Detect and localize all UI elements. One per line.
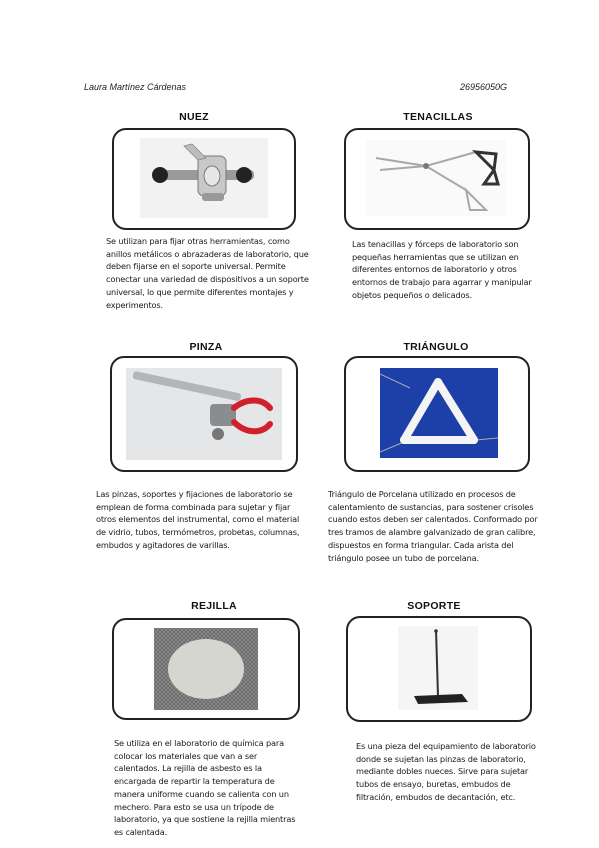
item-card-soporte [346, 616, 532, 722]
clay-triangle-image [380, 368, 498, 458]
item-description-pinza: Las pinzas, soportes y fijaciones de laboratorio se emplean de forma combinada para sujetar y fijar otros elementos del instrumental, como el material de vidrio, tubos, termómetros, probetas, columnas, embudos y agitadores de varillas. [96, 489, 300, 550]
item-title-nuez: NUEZ [179, 111, 209, 123]
item-description-rejilla: Se utiliza en el laboratorio de química para colocar los materiales que van a ser calentados. La rejilla de asbesto es la encargada de repartir la temperatura de manera uniforme cuando se calienta con un mechero. Para esto se usa un trípode de laboratorio, ya que sostiene la rejilla mientras es calentada. [114, 738, 296, 837]
boss-clamp-image [140, 138, 268, 218]
item-title-rejilla: REJILLA [191, 600, 237, 612]
item-title-triangulo: TRIÁNGULO [403, 341, 469, 353]
item-title-soporte: SOPORTE [407, 600, 461, 612]
student-id: 26956050G [460, 82, 508, 92]
clamp-image [126, 368, 282, 460]
author-name: Laura Martínez Cárdenas [84, 82, 187, 92]
item-title-tenacillas: TENACILLAS [403, 111, 473, 123]
item-description-soporte: Es una pieza del equipamiento de laboratorio donde se sujetan las pinzas de laboratorio, mediante dobles nueces. Sirve para sujetar tubos de ensayo, buretas, embudos de filtración, embudos de decantación, etc. [356, 741, 536, 802]
item-description-nuez: Se utilizan para fijar otras herramientas, como anillos metálicos o abrazaderas de laboratorio, que deben fijarse en el soporte universal. Permite conectar una variedad de dispositivos a un soporte universal, lo que permite diferentes montajes y experimentos. [106, 236, 309, 310]
item-card-rejilla [112, 618, 300, 720]
ring-stand-image [398, 626, 478, 710]
item-card-nuez [112, 128, 296, 230]
tongs-image [366, 140, 506, 216]
item-card-triangulo [344, 356, 530, 472]
item-description-triangulo: Triángulo de Porcelana utilizado en procesos de calentamiento de sustancias, para sostener crisoles cuando estos deben ser calentados. Conformado por tres tramos de alambre galvanizado de gran calibre, dispuestos en forma triangular. Cada arista del triángulo posee un tubo de porcelana. [328, 489, 538, 563]
item-card-tenacillas [344, 128, 530, 230]
item-title-pinza: PINZA [189, 341, 223, 353]
item-description-tenacillas: Las tenacillas y fórceps de laboratorio son pequeñas herramientas que se utilizan en diferentes entornos de laboratorio y otros entornos de trabajo para agarrar y manipular objetos pequeños o delicados. [352, 239, 532, 300]
item-card-pinza [110, 356, 298, 472]
wire-gauze-image [154, 628, 258, 710]
